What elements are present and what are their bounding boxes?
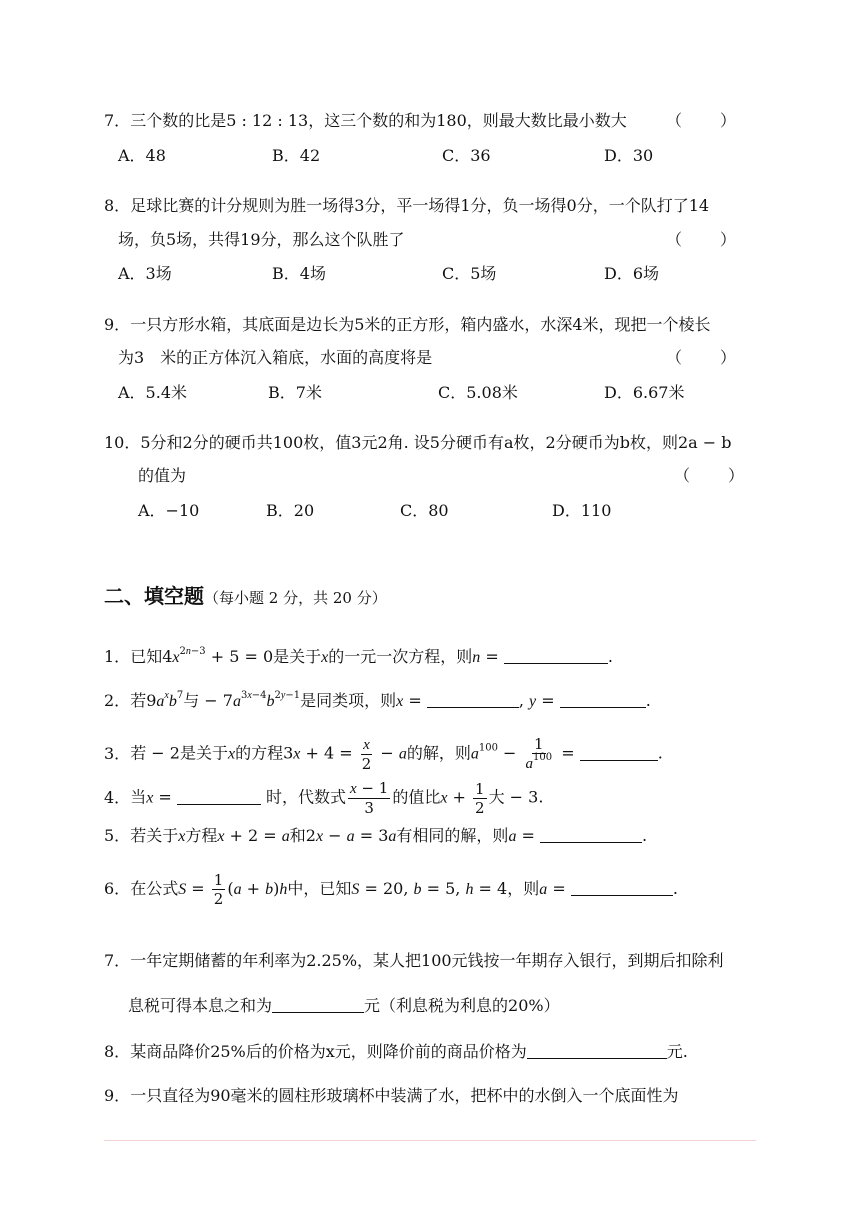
option-c: C．5.08米 [438,383,518,402]
answer-blank[interactable] [540,826,642,843]
fill-question-2: 2．若$9a^xb^7$与 − $7a^{3x-4}b^{2y-1}$是同类项，则x = , y = . [104,690,651,710]
answer-bracket: （ ） [666,111,739,130]
question-stem-part: 息税可得本息之和为 [128,996,273,1015]
answer-blank[interactable] [571,879,673,896]
question-stem: 一只直径为90毫米的圆柱形玻璃杯中装满了水，把杯中的水倒入一个底面性为 [130,1086,679,1105]
fraction: $\frac{1}{2}$ [213,871,224,908]
option-a: A．−10 [138,501,200,520]
section-title: 二、填空题 [104,584,204,608]
fraction: $\frac{1}{2}$ [475,779,485,817]
question-number: 10． [104,433,141,452]
option-a: A．5.4米 [118,383,188,402]
question-number: 9． [104,1086,131,1105]
fill-question-9 [104,1085,679,1107]
question-stem-line2: 的值为 [138,466,187,485]
question-number: 9． [104,315,131,334]
question-stem-part: 元（利息税为利息的20%） [364,996,560,1015]
fill-question-1: 1．已知$4x^{2n-3} + 5 = 0$是关于x的一元一次方程，则n = . [104,646,613,666]
fraction: $\frac{1}{a^{100}}$ [525,735,553,772]
question-stem-tail: 元. [666,1042,688,1061]
answer-blank[interactable] [177,788,261,805]
question-number: 8． [104,1042,131,1061]
answer-bracket: （ ） [666,230,739,249]
question-number: 7． [104,111,131,130]
question-stem-line1: 一只方形水箱，其底面是边长为5米的正方形，箱内盛水，水深4米，现把一个棱长 [130,315,711,334]
page-divider [104,1140,756,1141]
answer-blank[interactable] [272,996,364,1013]
answer-blank[interactable] [504,647,608,664]
answer-bracket: （ ） [674,466,747,485]
option-a: A．3场 [118,264,172,283]
fill-question-4: 4．当x = 时，代数式 $\frac{x - 1}{3}$ 的值比x + $\frac{1}{2}$ 大 − 3. [104,779,544,817]
option-b: B．7米 [268,383,322,402]
question-number: 8． [104,196,131,215]
fraction: $\frac{x}{2}$ [361,737,372,773]
option-d: D．30 [604,146,654,165]
fill-question-6: 6．在公式S = $\frac{1}{2}$ (a + b)h中，已知S = 20, b = 5, h = 4，则a = . [104,871,678,908]
choice-question-9 [104,314,711,336]
option-d: D．6场 [604,264,660,283]
section-heading [104,580,387,609]
option-b: B．42 [272,146,321,165]
option-c: C．5场 [442,264,497,283]
question-number: 1． [104,647,131,666]
answer-blank-x[interactable] [427,691,519,708]
option-d: D．6.67米 [604,383,685,402]
question-stem-line1: 一年定期储蓄的年利率为2.25%，某人把100元钱按一年期存入银行，到期后扣除利 [130,951,724,970]
answer-blank-y[interactable] [560,691,646,708]
option-a: A．48 [118,146,166,165]
option-c: C．80 [400,501,449,520]
question-stem-line2: 场，负5场，共得19分，那么这个队胜了 [118,230,405,249]
fill-question-5: 5．若关于x方程x + 2 = a和2x − a = 3a有相同的解，则a = . [104,826,648,845]
question-stem: 三个数的比是5 : 12 : 13，这三个数的和为180，则最大数比最小数大 [130,111,627,130]
section-scoring-note: （每小题 2 分，共 20 分） [204,589,387,607]
question-number: 2． [104,691,131,710]
question-stem: 某商品降价25%后的价格为x元，则降价前的商品价格为 [130,1042,527,1061]
question-stem-line1: 足球比赛的计分规则为胜一场得3分，平一场得1分，负一场得0分，一个队打了14 [130,196,710,215]
option-d: D．110 [552,501,612,520]
question-number: 6． [104,879,131,898]
option-b: B．20 [266,501,315,520]
question-number: 5． [104,826,131,845]
choice-question-8 [104,195,709,217]
fill-question-7-line2 [128,995,560,1017]
question-number: 3． [104,743,131,763]
fraction: $\frac{x - 1}{3}$ [349,779,389,817]
choice-question-7 [104,110,627,132]
fill-question-7 [104,950,724,972]
answer-blank[interactable] [580,744,658,761]
question-stem-line2: 为3 米的正方体沉入箱底，水面的高度将是 [118,348,433,367]
answer-blank[interactable] [527,1042,667,1059]
answer-bracket: （ ） [666,348,739,367]
fill-question-3: 3．若 − 2是关于x的方程3x + 4 = $\frac{x}{2}$ − a的解，则$a^{100}$ − $\frac{1}{a^{100}}$ = . [104,735,663,773]
question-stem-line1: 5分和2分的硬币共100枚，值3元2角. 设5分硬币有a枚，2分硬币为b枚，则2a − b [140,433,732,452]
option-c: C．36 [442,146,491,165]
question-number: 7． [104,951,131,970]
fill-question-8 [104,1041,688,1063]
choice-question-10 [104,432,732,454]
option-b: B．4场 [272,264,326,283]
question-number: 4． [104,787,131,807]
